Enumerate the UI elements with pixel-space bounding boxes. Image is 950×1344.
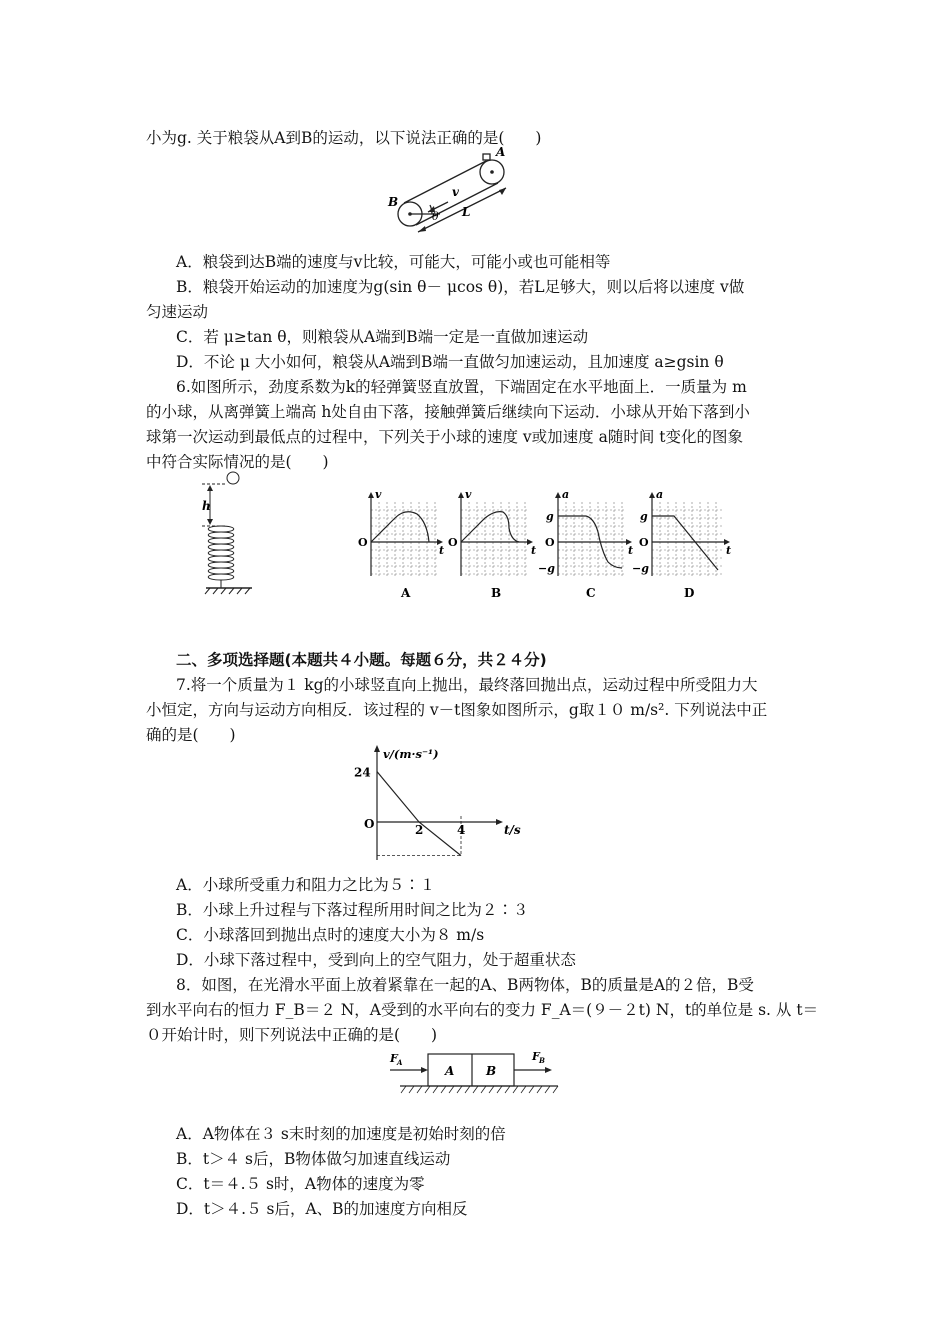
q5-option-d: D．不论 μ 大小如何，粮袋从A端到B端一直做匀加速运动，且加速度 a≥gsin θ	[176, 353, 724, 371]
svg-text:B: B	[539, 1056, 545, 1065]
svg-text:t: t	[531, 544, 537, 557]
spring-coil	[208, 526, 234, 580]
label-theta: θ	[432, 210, 439, 223]
q5-option-b: B．粮袋开始运动的加速度为g(sin θ－ μcos θ)，若L足够大，则以后将以速度 v做	[176, 278, 745, 296]
graph-d	[632, 488, 737, 603]
q7-line-3: 确的是( )	[146, 726, 236, 744]
y-axis-label: v/(m·s⁻¹)	[383, 747, 439, 761]
svg-text:−g: −g	[538, 562, 555, 575]
h-label: h	[202, 499, 211, 513]
force-a-label: F	[390, 1052, 398, 1065]
curve-a	[371, 512, 429, 542]
caption-a: A	[401, 586, 411, 600]
svg-text:g: g	[640, 510, 648, 523]
belt-top	[404, 161, 486, 203]
q7-line-2: 小恒定，方向与运动方向相反．该过程的 v－t图象如图所示，g取１０ m/s². 下列说法中正	[146, 701, 768, 719]
svg-text:g: g	[546, 510, 554, 523]
curve-b	[461, 512, 519, 542]
svg-text:O: O	[358, 536, 368, 549]
q7-option-a: A．小球所受重力和阻力之比为５∶１	[176, 876, 436, 894]
q8-line-3: ０开始计时，则下列说法中正确的是( )	[146, 1026, 438, 1044]
q8-line-2: 到水平向右的恒力 F_B＝２ N，A受到的水平向右的变力 F_A＝(９－２t) N，t的单位是 s. 从 t＝	[146, 1001, 819, 1019]
blocks-figure	[382, 1046, 572, 1098]
q7-option-b: B．小球上升过程与下落过程所用时间之比为２∶３	[176, 901, 529, 919]
label-v: v	[452, 185, 459, 199]
force-b-label: F	[532, 1050, 540, 1063]
block-b: B	[486, 1064, 497, 1078]
ball	[227, 472, 239, 484]
x-tick-4: 4	[457, 823, 466, 837]
spring-figure	[200, 470, 260, 600]
q8-option-b: B．t＞４ s后，B物体做匀加速直线运动	[176, 1150, 451, 1168]
caption-b: B	[491, 586, 502, 600]
q5-option-a: A．粮袋到达B端的速度与v比较，可能大，可能小或也可能相等	[176, 253, 611, 271]
caption-d: D	[684, 586, 695, 600]
origin-label: O	[364, 817, 375, 831]
section-heading: 二、多项选择题(本题共４小题。每题６分，共２４分)	[176, 651, 547, 669]
conveyor-figure	[388, 145, 518, 240]
q6-line-1: 6.如图所示，劲度系数为k的轻弹簧竖直放置，下端固定在水平地面上．一质量为 m	[176, 378, 747, 396]
svg-text:v: v	[465, 488, 472, 501]
q8-option-d: D．t＞４.５ s后，A、B的加速度方向相反	[176, 1200, 468, 1218]
q6-line-3: 球第一次运动到最低点的过程中，下列关于小球的速度 v或加速度 a随时间 t变化的图象	[146, 428, 744, 446]
label-a: A	[496, 145, 506, 159]
q5-stem-tail: 小为g. 关于粮袋从A到B的运动，以下说法正确的是( )	[146, 129, 542, 147]
svg-text:t: t	[726, 544, 732, 557]
svg-text:a: a	[656, 488, 664, 501]
q8-option-a: A．A物体在３ s末时刻的加速度是初始时刻的倍	[176, 1125, 506, 1143]
series-line	[377, 772, 461, 856]
graph-c	[538, 488, 638, 603]
q5-option-c: C．若 μ≥tan θ，则粮袋从A端到B端一定是一直做加速运动	[176, 328, 589, 346]
label-b: B	[388, 195, 399, 209]
svg-text:t: t	[439, 544, 445, 557]
svg-text:v: v	[375, 488, 382, 501]
label-l: L	[462, 205, 471, 219]
caption-c: C	[586, 586, 596, 600]
bag	[483, 154, 490, 160]
svg-text:O: O	[448, 536, 458, 549]
y-axis-arrow	[374, 745, 380, 752]
q7-option-c: C．小球落回到抛出点时的速度大小为８ m/s	[176, 926, 485, 944]
blocks-outline	[428, 1054, 514, 1086]
x-tick-2: 2	[415, 823, 424, 837]
q8-line-1: 8．如图，在光滑水平面上放着紧靠在一起的A、B两物体，B的质量是A的２倍，B受	[176, 976, 754, 994]
graph-a	[355, 488, 445, 603]
q6-line-4: 中符合实际情况的是( )	[146, 453, 329, 471]
svg-text:a: a	[562, 488, 570, 501]
svg-text:t: t	[628, 544, 634, 557]
y-tick-24: 24	[354, 765, 371, 780]
q5-option-b-cont: 匀速运动	[146, 303, 209, 321]
svg-text:−g: −g	[632, 562, 649, 575]
svg-text:O: O	[545, 536, 555, 549]
svg-text:A: A	[397, 1058, 403, 1067]
x-axis-label: t/s	[504, 823, 521, 837]
graph-b	[445, 488, 540, 603]
vt-chart	[350, 742, 530, 867]
svg-text:O: O	[639, 536, 649, 549]
block-a: A	[445, 1064, 455, 1078]
q8-option-c: C．t＝４.５ s时，A物体的速度为零	[176, 1175, 425, 1193]
q7-option-d: D．小球下落过程中，受到向上的空气阻力，处于超重状态	[176, 951, 576, 969]
q7-line-1: 7.将一个质量为１ kg的小球竖直向上抛出，最终落回抛出点，运动过程中所受阻力大	[176, 676, 758, 694]
q6-line-2: 的小球，从离弹簧上端高 h处自由下落，接触弹簧后继续向下运动．小球从开始下落到小	[146, 403, 750, 421]
x-axis-arrow	[496, 819, 503, 825]
